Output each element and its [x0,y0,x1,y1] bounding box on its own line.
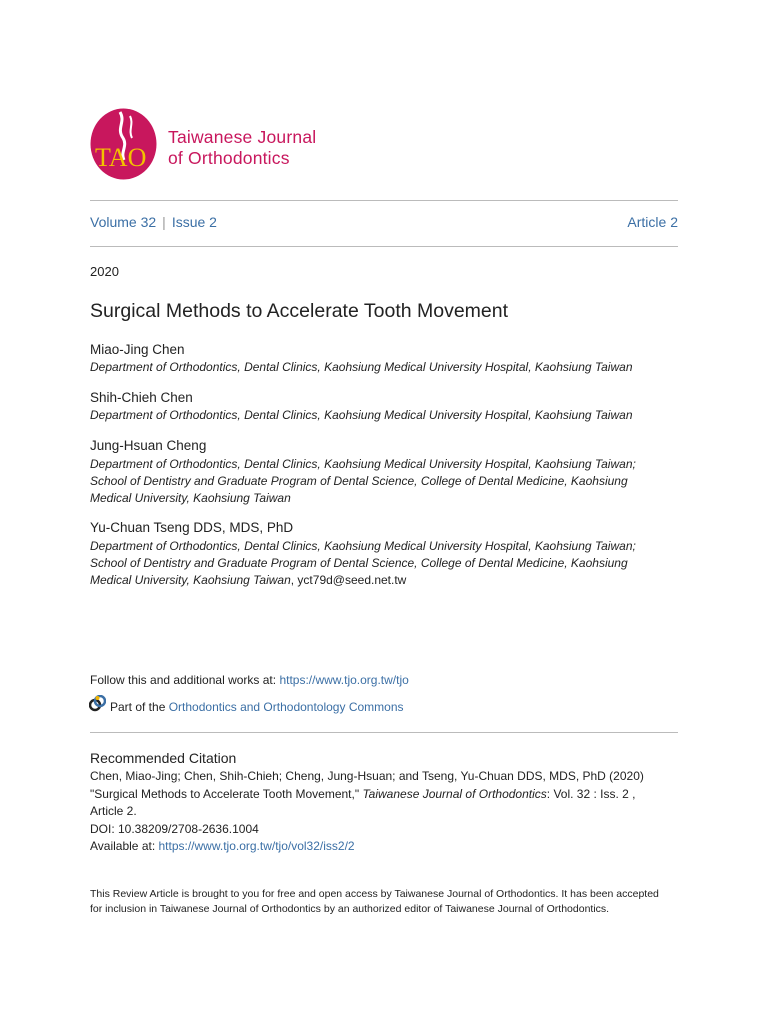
journal-name-line1: Taiwanese Journal [168,127,317,147]
divider-citation [90,732,678,733]
author-affiliation [90,456,690,507]
journal-logo [90,108,157,180]
article-title: Surgical Methods to Accelerate Tooth Movement [90,300,509,322]
nav-separator: | [162,214,166,230]
author-affiliation [90,538,690,589]
journal-name [168,127,316,169]
affiliation-line: School of Dentistry and Graduate Program of Dental Science, College of Dental Medicine, Kaohsiung [90,474,628,488]
author-affiliation [90,407,690,424]
citation-heading: Recommended Citation [90,750,237,766]
affiliation-line: Department of Orthodontics, Dental Clinics, Kaohsiung Medical University Hospital, Kaohsiung Taiwan; [90,539,636,553]
part-of-line [110,700,404,714]
part-of-text: Part of the [110,700,169,714]
author-name: Yu-Chuan Tseng DDS, MDS, PhD [90,520,294,535]
divider-top [90,200,678,201]
citation-volume: : Vol. 32 : Iss. 2 , [546,786,636,801]
article-link[interactable]: Article 2 [627,214,678,230]
follow-url-link[interactable]: https://www.tjo.org.tw/tjo [279,673,409,687]
citation-article: Article 2. [90,804,137,818]
author-name: Jung-Hsuan Cheng [90,438,207,453]
citation-block [90,768,690,856]
issue-link[interactable]: Issue 2 [171,214,217,230]
commons-link[interactable]: Orthodontics and Orthodontology Commons [168,700,404,714]
publication-year: 2020 [90,264,119,279]
affiliation-line: Department of Orthodontics, Dental Clinics, Kaohsiung Medical University Hospital, Kaohsiung Taiwan [90,408,633,422]
commons-icon [89,695,106,712]
affiliation-line: Medical University, Kaohsiung Taiwan [90,573,291,587]
follow-line [90,673,409,687]
divider-nav [90,246,678,247]
available-url-link[interactable]: https://www.tjo.org.tw/tjo/vol32/iss2/2 [158,839,355,853]
logo-letters: TAO [95,143,147,172]
author-email: , yct79d@seed.net.tw [290,573,407,587]
author-affiliation [90,359,690,376]
affiliation-line: Department of Orthodontics, Dental Clinics, Kaohsiung Medical University Hospital, Kaohsiung Taiwan [90,360,633,374]
volume-issue-nav [90,214,217,230]
affiliation-line: School of Dentistry and Graduate Program of Dental Science, College of Dental Medicine, Kaohsiung [90,556,628,570]
available-label: Available at: [90,839,159,853]
affiliation-line: Department of Orthodontics, Dental Clinics, Kaohsiung Medical University Hospital, Kaohsiung Taiwan; [90,457,636,471]
citation-line: Chen, Miao-Jing; Chen, Shih-Chieh; Cheng, Jung-Hsuan; and Tseng, Yu-Chuan DDS, MDS, PhD (2020) [90,769,644,783]
author-name: Shih-Chieh Chen [90,390,193,405]
access-statement: This Review Article is brought to you for free and open access by Taiwanese Journal of Orthodontics. It has been accepted for inclusion in Taiwanese Journal of Orthodontics by an authorized editor of Taiwanese Journal of Orthodontics. [90,888,659,915]
affiliation-line: Medical University, Kaohsiung Taiwan [90,491,291,505]
volume-link[interactable]: Volume 32 [90,214,157,230]
journal-name-line2: of Orthodontics [168,148,290,168]
author-name: Miao-Jing Chen [90,342,185,357]
citation-journal: Taiwanese Journal of Orthodontics [362,786,547,801]
citation-doi: DOI: 10.38209/2708-2636.1004 [90,821,259,836]
citation-title-text: "Surgical Methods to Accelerate Tooth Movement," [90,786,363,801]
follow-text: Follow this and additional works at: [90,673,280,687]
